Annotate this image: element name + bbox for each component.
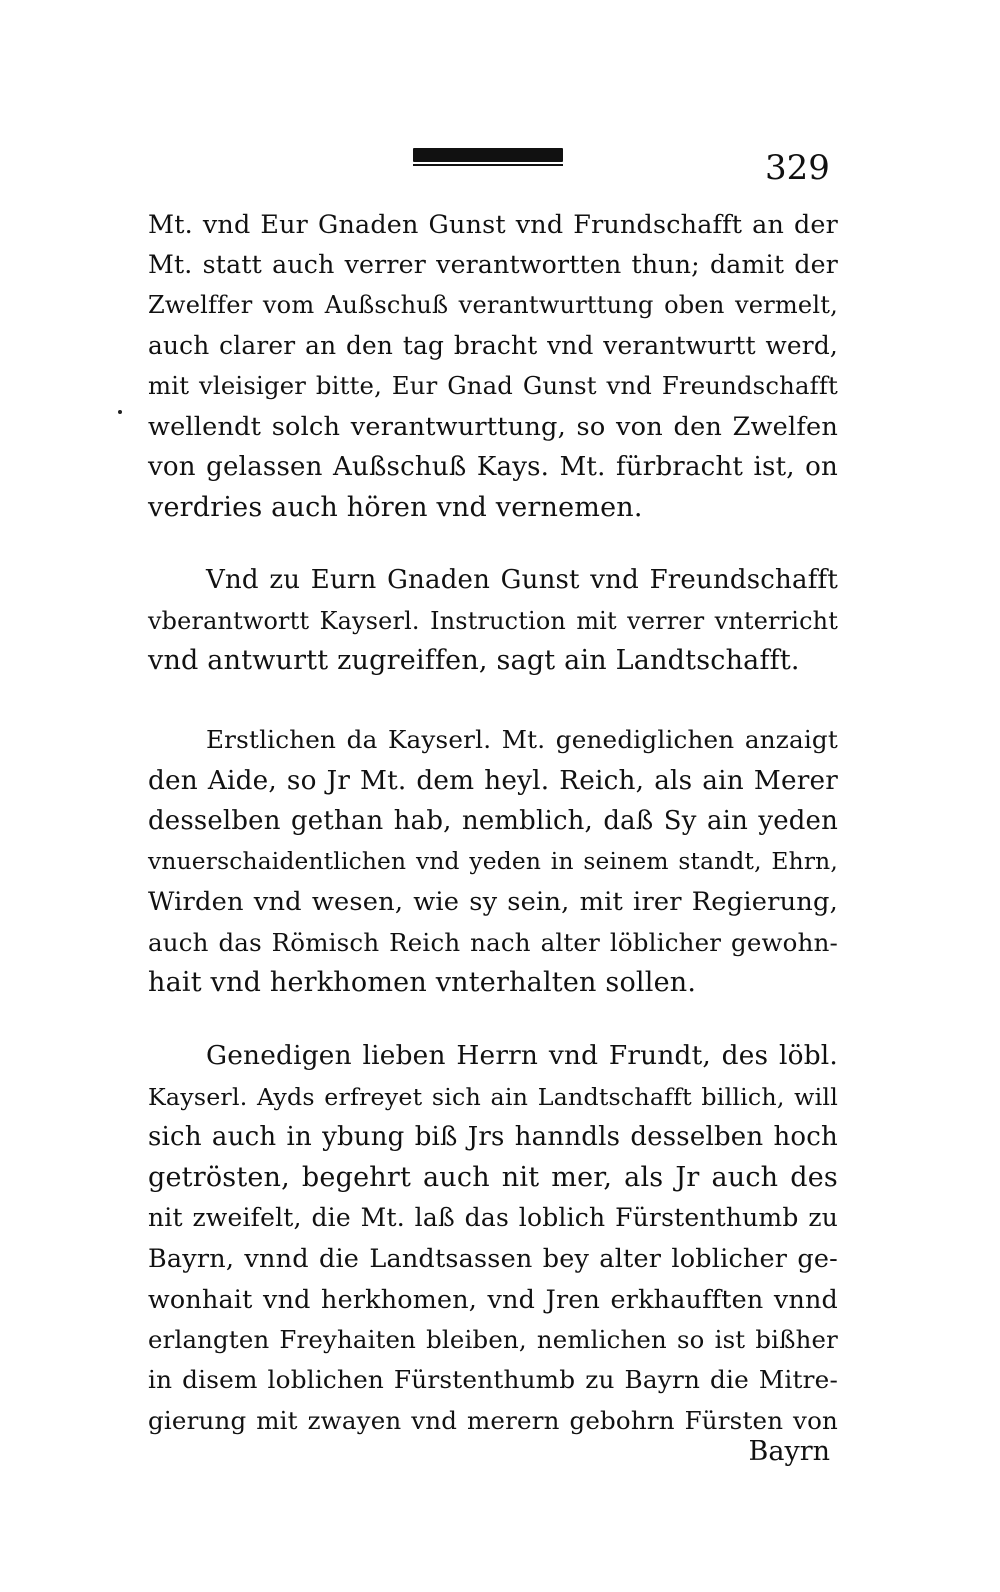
text-line: Vnd zu Eurn Gnaden Gunst vnd Freundschafft <box>206 565 838 595</box>
text-line: Kayserl. Ayds erfreyet sich ain Landtschafft billich, will <box>148 1082 838 1111</box>
text-line: Genedigen lieben Herrn vnd Frundt, des löbl. <box>206 1041 838 1071</box>
text-line: gierung mit zwayen vnd merern gebohrn Fürsten von <box>148 1405 838 1435</box>
text-line: Mt. vnd Eur Gnaden Gunst vnd Frundschafft an der <box>148 209 838 239</box>
text-line: verdries auch hören vnd vernemen. <box>148 491 643 523</box>
text-line: von gelassen Außschuß Kays. Mt. fürbracht ist, on <box>148 452 838 482</box>
text-line: nit zweifelt, die Mt. laß das loblich Fürstenthumb zu <box>148 1203 838 1232</box>
text-line: erlangten Freyhaiten bleiben, nemlichen so ist bißher <box>148 1324 838 1354</box>
ink-speck <box>118 410 122 414</box>
text-line: wonhait vnd herkhomen, vnd Jren erkhaufften vnnd <box>148 1284 838 1314</box>
paragraph-1 <box>148 204 838 528</box>
text-line: mit vleisiger bitte, Eur Gnad Gunst vnd Freundschafft <box>148 371 838 400</box>
text-line: desselben gethan hab, nemblich, daß Sy ain yeden <box>148 806 838 836</box>
text-line: auch clarer an den tag bracht vnd verantwurtt werd, <box>148 330 838 360</box>
text-line: Zwelffer vom Außschuß verantwurttung oben vermelt, <box>148 291 838 319</box>
text-line: hait vnd herkhomen vnterhalten sollen. <box>148 967 697 998</box>
text-line: den Aide, so Jr Mt. dem heyl. Reich, als ain Merer <box>148 765 838 796</box>
paragraph-4 <box>148 1036 838 1441</box>
page-number: 329 <box>765 148 830 188</box>
text-line: wellendt solch verantwurttung, so von den Zwelfen <box>148 411 838 442</box>
text-line: auch das Römisch Reich nach alter löblicher gewohn- <box>148 927 838 957</box>
text-line: vberantwortt Kayserl. Instruction mit verrer vnterricht <box>148 606 838 635</box>
paragraph-2 <box>148 560 838 682</box>
text-line: in disem loblichen Fürstenthumb zu Bayrn die Mitre- <box>148 1365 838 1394</box>
catchword: Bayrn <box>748 1436 830 1467</box>
text-line: vnd antwurtt zugreiffen, sagt ain Landtschafft. <box>148 645 800 676</box>
text-line: getrösten, begehrt auch nit mer, als Jr auch des <box>148 1161 838 1193</box>
text-line: Wirden vnd wesen, wie sy sein, mit irer Regierung, <box>148 887 838 917</box>
text-line: Mt. statt auch verrer verantwortten thun; damit der <box>148 249 838 279</box>
paragraph-3 <box>148 720 838 1004</box>
text-line: sich auch in ybung biß Jrs hanndls desselben hoch <box>148 1122 838 1152</box>
header-ornament-rule <box>413 148 563 162</box>
text-line: vnuerschaidentlichen vnd yeden in seinem standt, Ehrn, <box>148 847 838 875</box>
text-line: Erstlichen da Kayserl. Mt. genediglichen anzaigt <box>206 725 838 754</box>
text-line: Bayrn, vnnd die Landtsassen bey alter loblicher ge- <box>148 1243 838 1274</box>
